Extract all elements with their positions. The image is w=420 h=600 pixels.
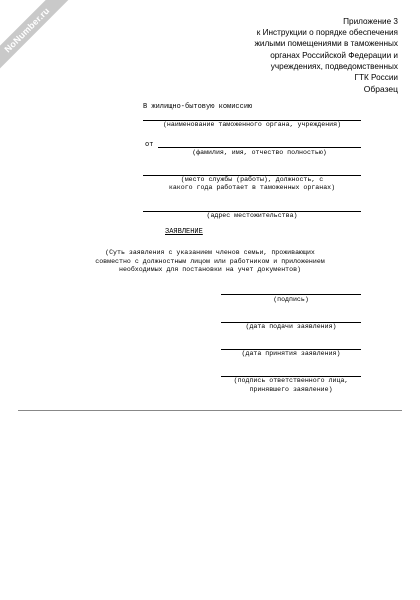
statement-line: (Суть заявления с указанием членов семьи, проживающих <box>105 249 315 256</box>
official-caption-1: (подпись ответственного лица, <box>233 377 349 384</box>
official-caption-2: принявшего заявление) <box>249 386 333 393</box>
statement-line: необходимых для постановки на учет документов) <box>118 266 302 274</box>
signature-caption: (подпись) <box>273 296 309 303</box>
statement-title: ЗАЯВЛЕНИЕ <box>165 228 203 236</box>
signature-line <box>221 294 361 295</box>
addressee-to: В жилищно-бытовую комиссию <box>143 103 253 111</box>
position-caption-2: какого года работает в таможенных органах) <box>168 184 336 191</box>
from-label: от <box>145 141 154 149</box>
appendix-line: ГТК России <box>354 73 398 83</box>
appendix-line: учреждениях, подведомственных <box>270 61 398 71</box>
name-line <box>158 147 361 148</box>
statement-body <box>30 249 390 275</box>
name-caption: (фамилия, имя, отчество полностью) <box>192 149 327 156</box>
appendix-line: Приложение 3 <box>343 17 398 26</box>
appendix-line: жилыми помещениями в таможенных <box>254 39 398 49</box>
address-caption: (адрес местожительства) <box>206 212 298 219</box>
statement-line: совместно с должностным лицом или работником и приложением <box>95 257 325 265</box>
appendix-header <box>188 16 398 83</box>
org-caption: (наименование таможенного органа, учреждения) <box>162 121 342 128</box>
page-separator <box>18 410 402 411</box>
submit-date-caption: (дата подачи заявления) <box>245 323 337 330</box>
accept-date-caption: (дата принятия заявления) <box>241 350 341 357</box>
watermark-ribbon: NoNumber.ru <box>0 0 79 82</box>
sample-label: Образец <box>363 84 398 94</box>
appendix-line: к Инструкции о порядке обеспечения <box>256 28 398 38</box>
position-caption-1: (место службы (работы), должность, с <box>180 176 324 183</box>
appendix-line: органах Российской Федерации и <box>270 50 398 60</box>
